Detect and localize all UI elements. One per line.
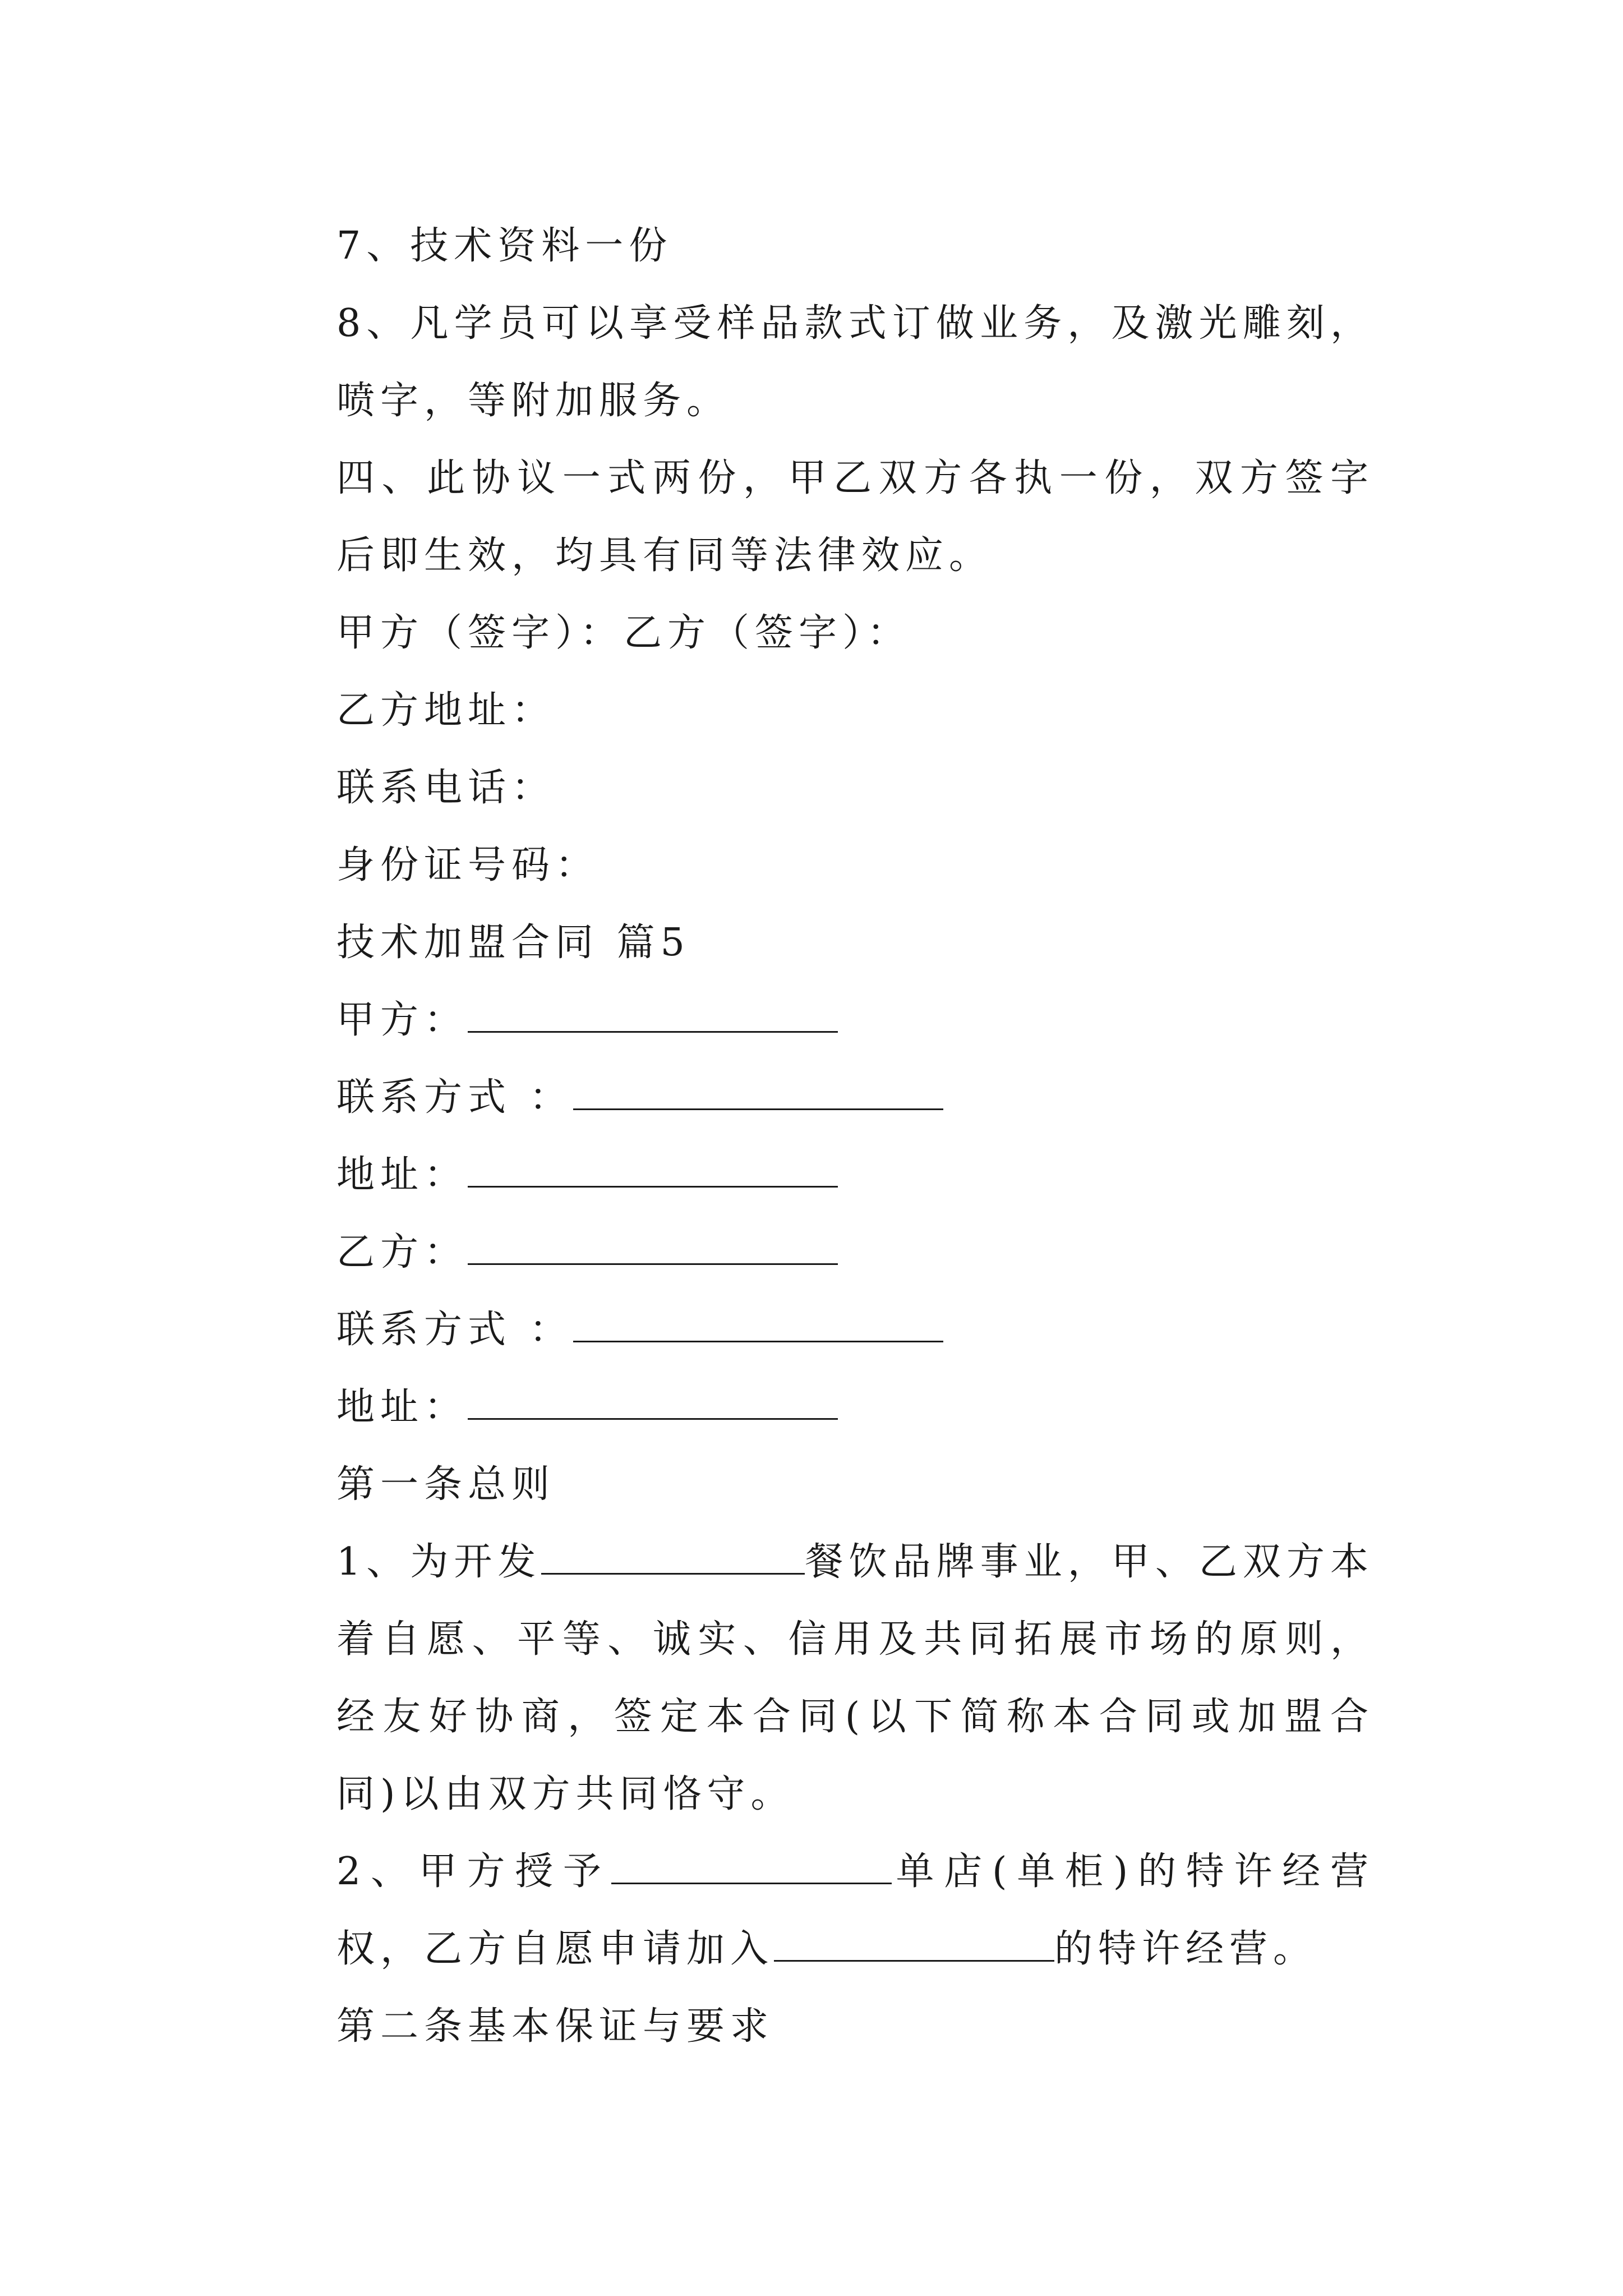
- art1-2-mid: 单店(单柜)的特许经营权，乙方自愿申请加入: [336, 1849, 1375, 1971]
- address-2-blank: [468, 1383, 838, 1420]
- party-a-label: 甲方：: [336, 998, 468, 1042]
- party-a-blank: [468, 996, 838, 1033]
- art1-2-suffix: 的特许经营。: [1054, 1927, 1317, 1971]
- art1-2-prefix: 2、甲方授予: [336, 1849, 611, 1894]
- contact-2-label: 联系方式 ：: [336, 1308, 573, 1352]
- franchise-blank: [774, 1925, 1054, 1962]
- contact-1-label: 联系方式 ：: [336, 1075, 573, 1120]
- party-b-line: [252, 1214, 1374, 1291]
- party-b-label: 乙方：: [336, 1230, 468, 1274]
- party-b-blank: [468, 1228, 838, 1265]
- art1-1-prefix: 1、为开发: [336, 1540, 542, 1584]
- clause-4: 四、此协议一式两份，甲乙双方各执一份，双方签字后即生效，均具有同等法律效应。: [336, 456, 1374, 578]
- address-1-blank: [468, 1151, 838, 1188]
- store-blank: [611, 1848, 892, 1884]
- address-2-line: [252, 1369, 1374, 1446]
- contact-2-line: [252, 1291, 1374, 1369]
- address-2-label: 地址：: [336, 1385, 468, 1429]
- address-1-label: 地址：: [336, 1153, 468, 1197]
- article-2-title: 第二条基本保证与要求: [336, 2004, 774, 2049]
- party-a-line: [252, 982, 1374, 1059]
- contact-2-blank: [573, 1306, 943, 1342]
- item-7: 7、技术资料一份: [336, 224, 673, 268]
- contact-1-blank: [573, 1074, 943, 1110]
- address-1-line: [252, 1137, 1374, 1214]
- art1-1-suffix: 餐饮品牌事业，甲、乙双方本着自愿、平等、诚实、信用及共同拓展市场的原则，经友好协商，签定本合同(以下简称本合同或加盟合同)以由双方共同恪守。: [336, 1540, 1374, 1816]
- address-b-label: 乙方地址：: [336, 688, 556, 733]
- phone-label: 联系电话：: [336, 766, 556, 810]
- article-1-clause-1: [252, 1524, 1374, 1833]
- brand-blank: [541, 1538, 805, 1575]
- article-1-title: 第一条总则: [336, 1462, 556, 1507]
- section-title: 技术加盟合同 篇5: [336, 921, 690, 965]
- document-body: [252, 208, 1374, 2065]
- signatures-line: 甲方（签字）：乙方（签字）：: [336, 611, 911, 655]
- article-1-clause-2: [252, 1833, 1374, 1988]
- contact-1-line: [252, 1059, 1374, 1137]
- item-8: 8、凡学员可以享受样品款式订做业务，及激光雕刻，喷字，等附加服务。: [336, 301, 1374, 423]
- id-number-label: 身份证号码：: [336, 843, 600, 887]
